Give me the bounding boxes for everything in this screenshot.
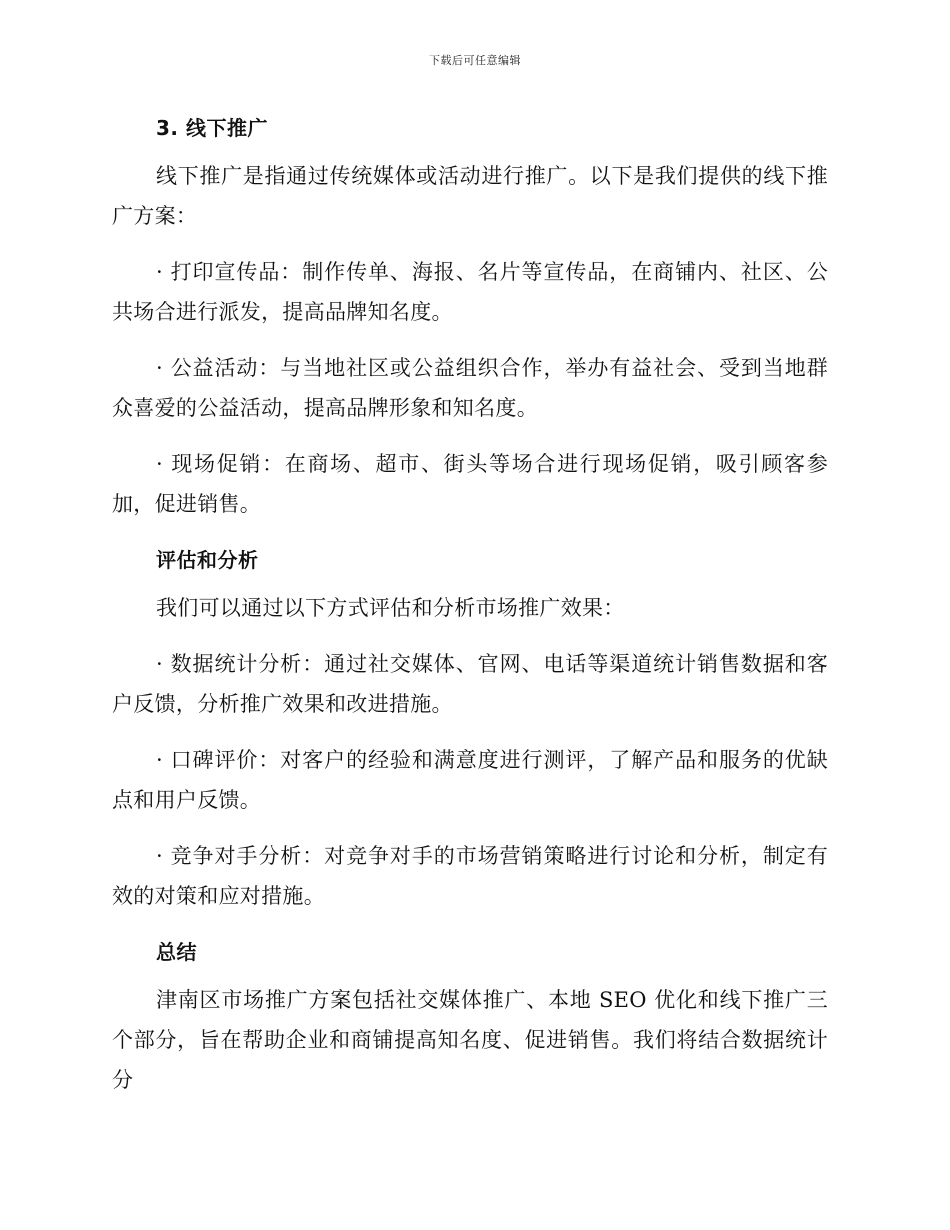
bullet-public-welfare: · 公益活动：与当地社区或公益组织合作，举办有益社会、受到当地群众喜爱的公益活动，提高品牌形象和知名度。 — [112, 356, 828, 420]
heading-summary: 总结 — [156, 940, 197, 964]
heading-evaluation: 评估和分析 — [156, 548, 259, 572]
paragraph-evaluation-intro: 我们可以通过以下方式评估和分析市场推广效果： — [156, 596, 625, 620]
paragraph-offline-intro: 线下推广是指通过传统媒体或活动进行推广。以下是我们提供的线下推广方案： — [112, 164, 828, 228]
bullet-onsite-promotion: · 现场促销：在商场、超市、街头等场合进行现场促销，吸引顾客参加，促进销售。 — [112, 452, 828, 516]
bullet-competitor-analysis: · 竞争对手分析：对竞争对手的市场营销策略进行讨论和分析，制定有效的对策和应对措施。 — [112, 844, 828, 908]
heading-offline-promotion: 3. 线下推广 — [156, 116, 268, 140]
header-note: 下载后可任意编辑 — [429, 54, 521, 67]
bullet-word-of-mouth: · 口碑评价：对客户的经验和满意度进行测评，了解产品和服务的优缺点和用户反馈。 — [112, 748, 828, 812]
paragraph-summary: 津南区市场推广方案包括社交媒体推广、本地 SEO 优化和线下推广三个部分，旨在帮助企业和商铺提高知名度、促进销售。我们将结合数据统计分 — [112, 988, 828, 1092]
bullet-data-analysis: · 数据统计分析：通过社交媒体、官网、电话等渠道统计销售数据和客户反馈，分析推广效果和改进措施。 — [112, 652, 828, 716]
document-body — [112, 108, 828, 1116]
bullet-print-materials: · 打印宣传品：制作传单、海报、名片等宣传品，在商铺内、社区、公共场合进行派发，提高品牌知名度。 — [112, 260, 828, 324]
